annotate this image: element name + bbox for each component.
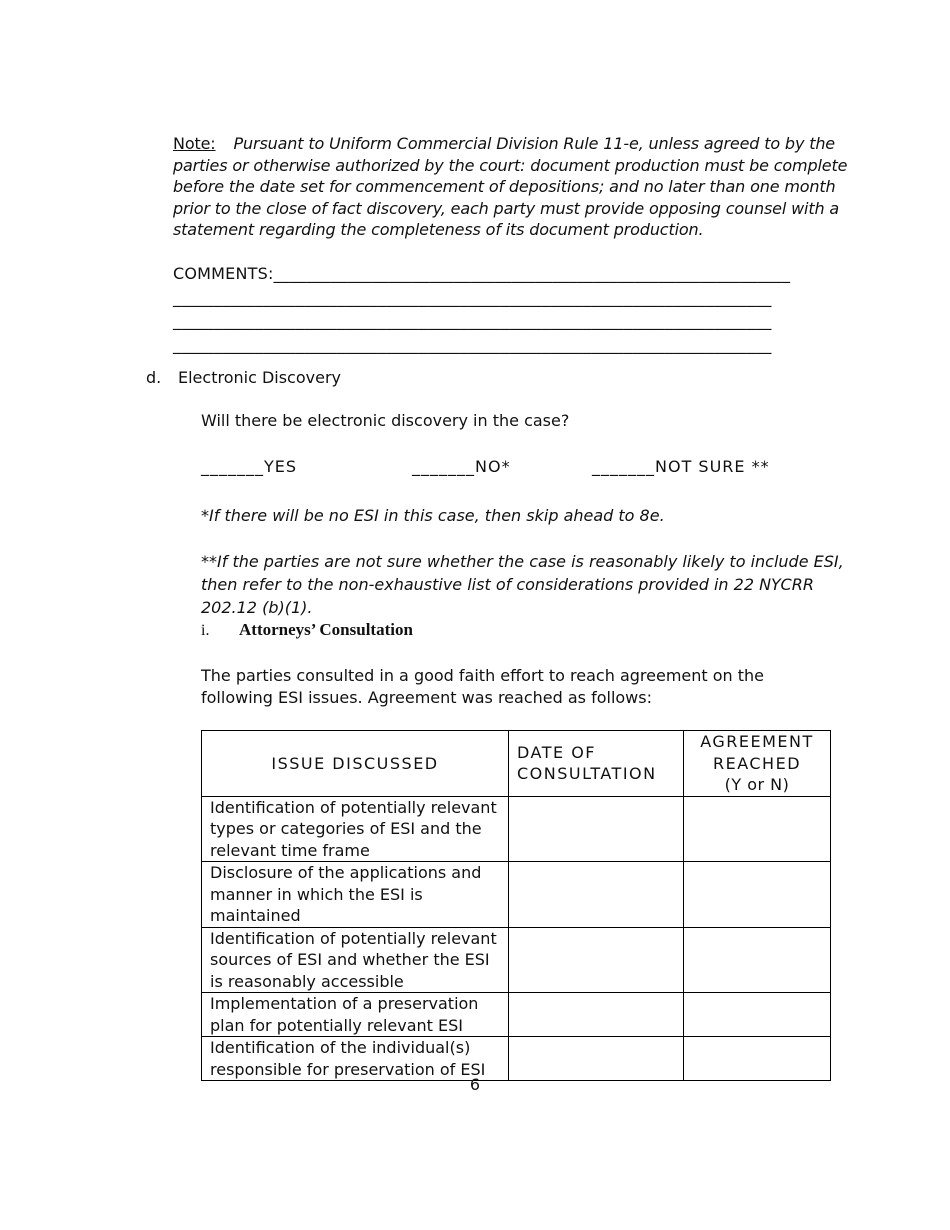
agreement-cell[interactable]: [684, 993, 831, 1037]
section-d-title: Electronic Discovery: [178, 368, 341, 387]
comments-block: [173, 262, 863, 356]
table-row: [202, 796, 831, 862]
header-agreement-line-2: REACHED: [712, 753, 802, 773]
header-agreement-line-3: (Y or N): [724, 775, 790, 794]
esi-consultation-table: [201, 730, 831, 1081]
agreement-cell[interactable]: [684, 1037, 831, 1081]
option-yes[interactable]: _______YES: [201, 457, 298, 476]
footnote-no-esi: *If there will be no ESI in this case, then skip ahead to 8e.: [201, 506, 665, 525]
esi-question: Will there be electronic discovery in the case?: [201, 411, 570, 430]
comments-line-4[interactable]: _________________________________________________________________________: [173, 334, 772, 354]
subsection-number: i.: [201, 622, 210, 639]
subsection-heading: [201, 620, 413, 640]
table-header-row: [202, 731, 831, 797]
page-number: 6: [469, 1075, 481, 1094]
option-not-sure[interactable]: _______NOT SURE **: [592, 457, 770, 476]
option-no[interactable]: _______NO*: [412, 457, 511, 476]
comments-line-3[interactable]: _________________________________________________________________________: [173, 311, 772, 330]
comments-line-2[interactable]: _________________________________________________________________________: [173, 287, 772, 307]
agreement-cell[interactable]: [684, 862, 831, 928]
date-cell[interactable]: [509, 796, 684, 862]
date-cell[interactable]: [509, 862, 684, 928]
agreement-cell[interactable]: [684, 927, 831, 993]
section-d-heading: [146, 368, 341, 387]
issue-cell: Disclosure of the applications and manner in which the ESI is maintained: [202, 862, 509, 928]
section-d-letter: d.: [146, 368, 162, 387]
table-row: [202, 927, 831, 993]
issue-cell: Identification of potentially relevant types or categories of ESI and the relevant time frame: [202, 796, 509, 862]
agreement-cell[interactable]: [684, 796, 831, 862]
header-date: [509, 731, 684, 797]
header-date-line-1: DATE OF: [517, 742, 597, 762]
note-paragraph: [173, 133, 873, 241]
date-cell[interactable]: [509, 993, 684, 1037]
table-row: [202, 1037, 831, 1081]
issue-cell: Identification of the individual(s) responsible for preservation of ESI: [202, 1037, 509, 1081]
consultation-intro: The parties consulted in a good faith effort to reach agreement on the following ESI issues. Agreement was reached as follows:: [201, 666, 765, 707]
header-date-line-2: CONSULTATION: [517, 764, 657, 784]
table-row: [202, 993, 831, 1037]
issue-cell: Implementation of a preservation plan for potentially relevant ESI: [202, 993, 509, 1037]
date-cell[interactable]: [509, 927, 684, 993]
header-agreement: [684, 731, 831, 797]
header-issue: ISSUE DISCUSSED: [202, 731, 509, 797]
header-agreement-line-1: AGREEMENT: [700, 732, 814, 751]
note-text: Pursuant to Uniform Commercial Division Rule 11-e, unless agreed to by the parties or otherwise authorized by the court: document production must be complete before the date set for commencement of depositions; and no later than one month prior to the close of fact discovery, each party must provide opposing counsel with a statement regarding the completeness of its document production.: [173, 134, 848, 239]
issue-cell: Identification of potentially relevant sources of ESI and whether the ESI is reasonably accessible: [202, 927, 509, 993]
comments-label: COMMENTS:: [173, 264, 274, 283]
subsection-title: Attorneys’ Consultation: [239, 620, 413, 639]
comments-line-1[interactable]: _______________________________________________________________: [273, 264, 791, 283]
footnote-not-sure: **If the parties are not sure whether the case is reasonably likely to include ESI, then refer to the non-exhaustive list of considerations provided in 22 NYCRR 202.12 (b)(1).: [201, 552, 844, 617]
note-label: Note:: [173, 134, 216, 153]
table-row: [202, 862, 831, 928]
date-cell[interactable]: [509, 1037, 684, 1081]
